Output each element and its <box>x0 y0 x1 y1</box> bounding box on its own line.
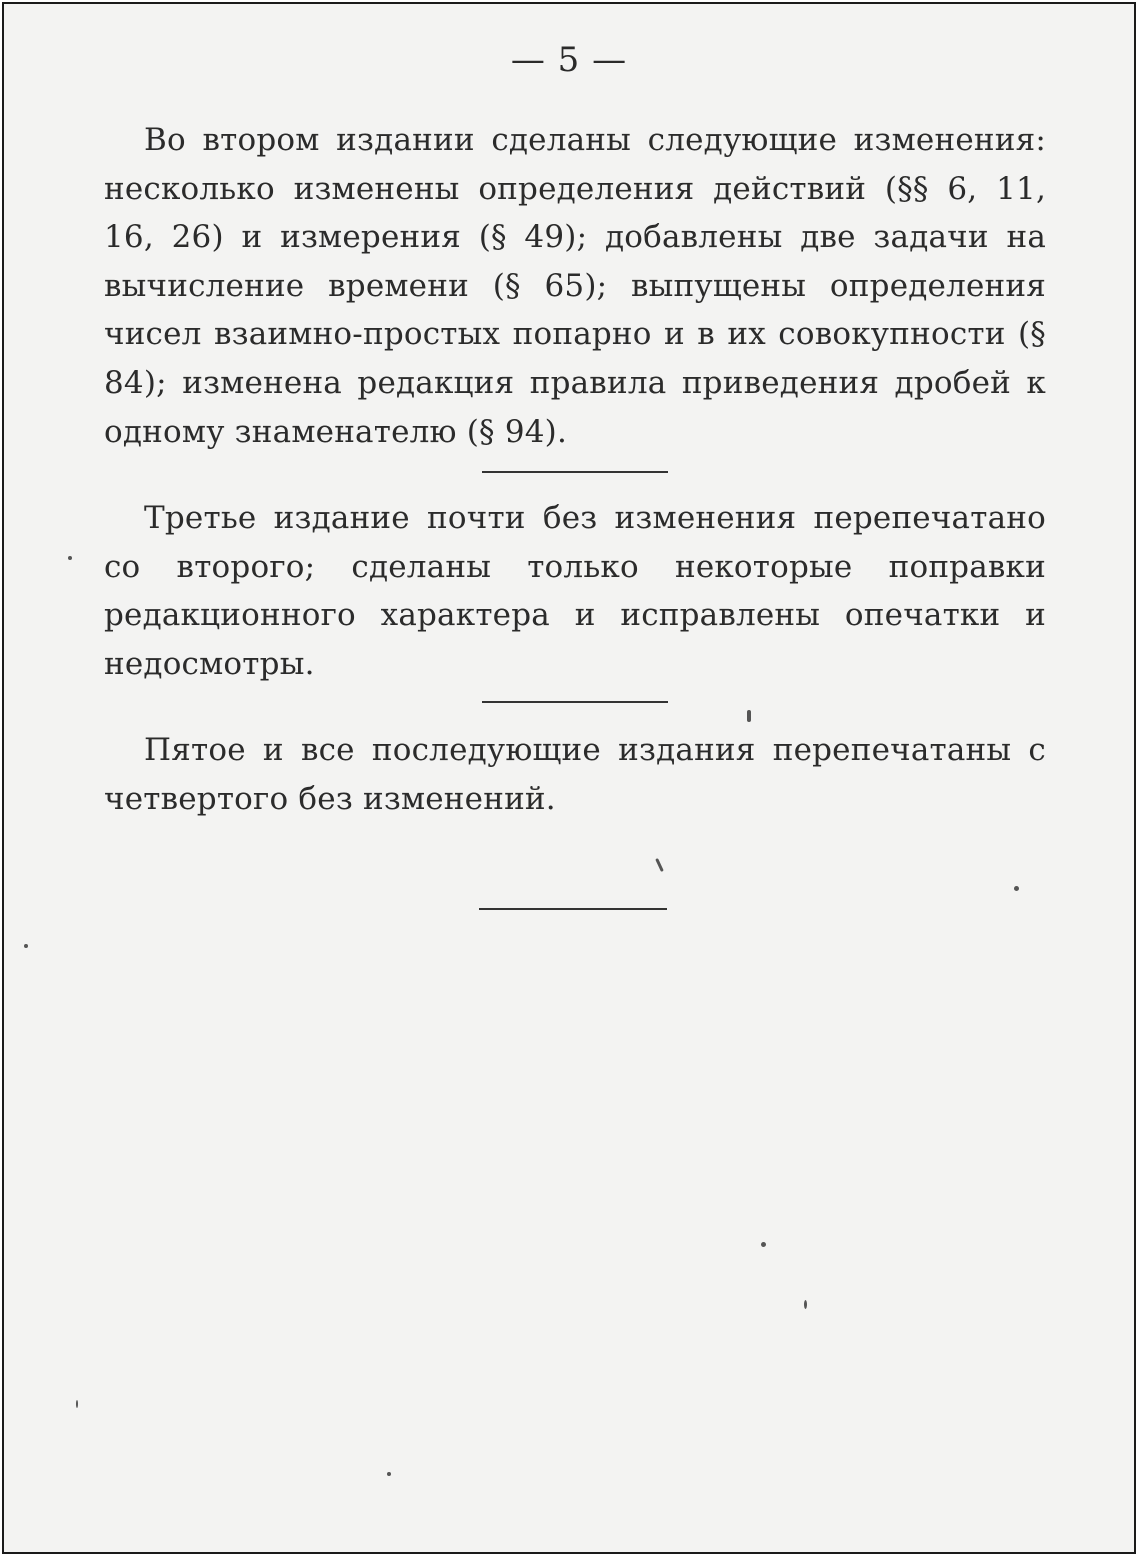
paragraph-second-edition: Во втором издании сделаны следующие изменения: несколько изменены определения действий (§§ 6, 11, 16, 26) и измерения (§ 49); добавлены две задачи на вычисление времени (§ 65); выпущены определения чисел взаимно-простых попарно и в их совокупности (§ 84); изменена редакция правила приведения дробей к одному знаменателю (§ 94). <box>104 122 1046 450</box>
scan-speck <box>1014 886 1019 891</box>
paragraph-third-edition: Третье издание почти без изменения перепечатано со второго; сделаны только некоторые поправки редакционного характера и исправлены опечатки и недосмотры. <box>104 500 1046 682</box>
scan-speck <box>387 1472 391 1476</box>
scan-speck <box>804 1300 807 1309</box>
paragraph-fifth-edition: Пятое и все последующие издания перепечатаны с четвертого без изменений. <box>104 732 1046 817</box>
section-divider <box>482 471 668 473</box>
scanned-page <box>2 2 1136 1554</box>
end-divider <box>479 908 667 910</box>
scan-speck <box>761 1242 766 1247</box>
scan-speck <box>68 556 72 560</box>
scan-speck <box>655 858 664 872</box>
page-number: — 5 — <box>510 40 628 80</box>
scan-speck <box>24 944 28 948</box>
section-divider <box>482 701 668 703</box>
scan-speck <box>747 710 751 722</box>
scan-speck <box>76 1400 78 1408</box>
